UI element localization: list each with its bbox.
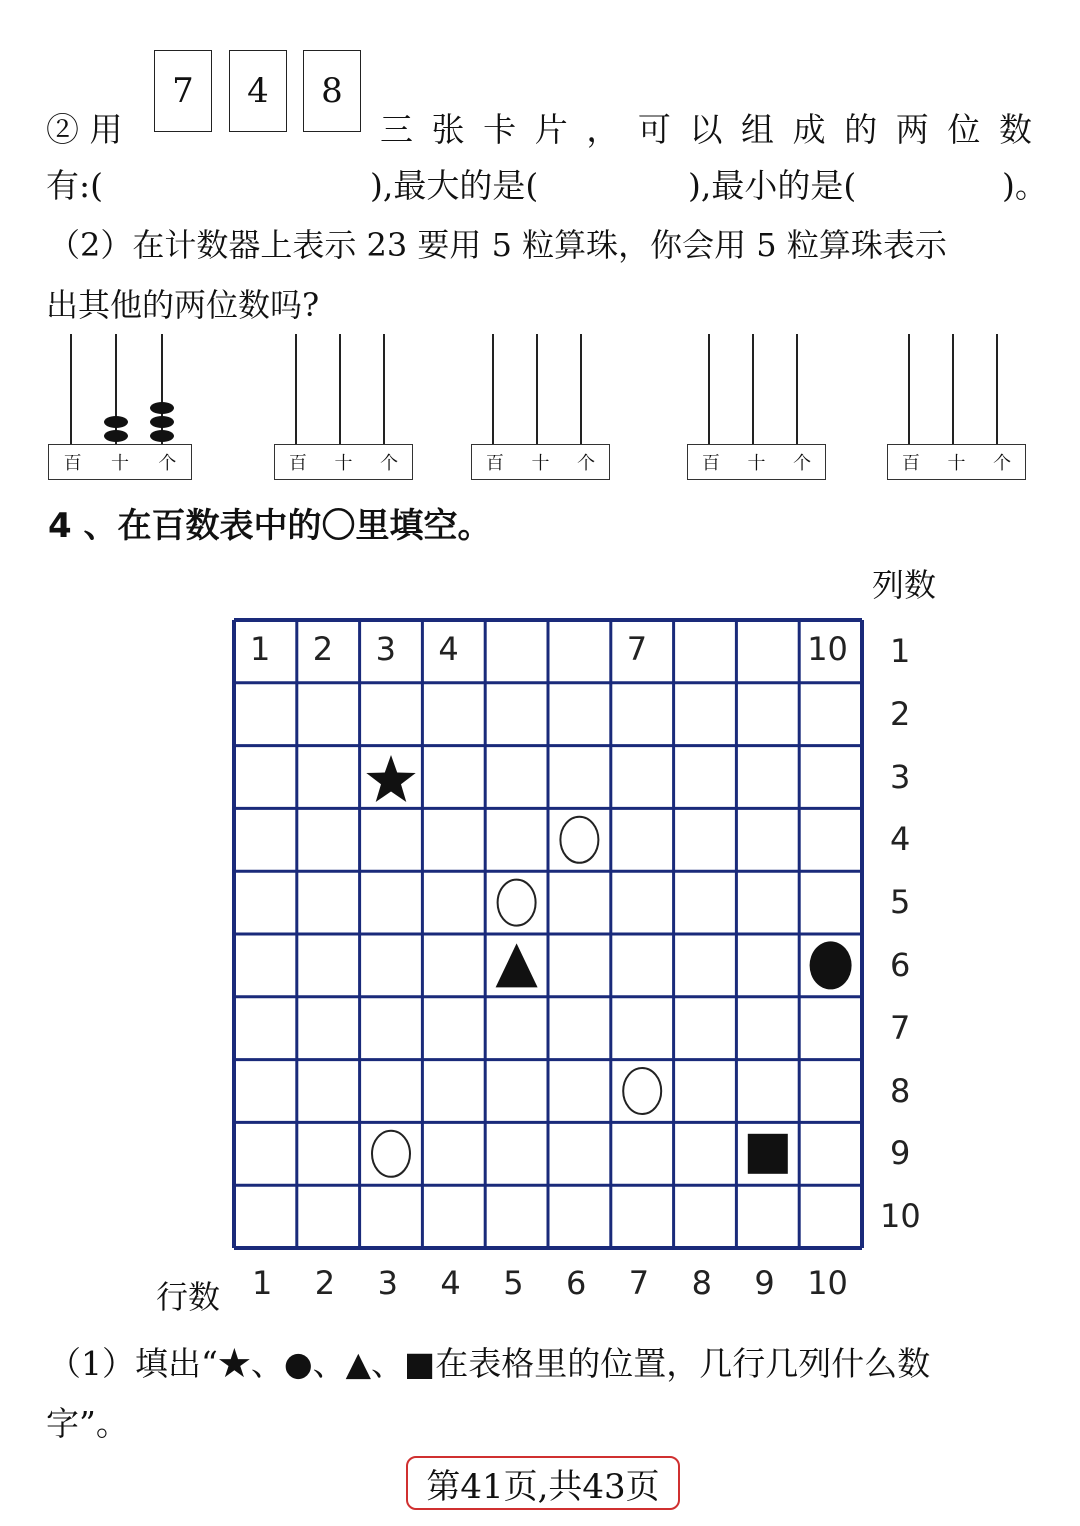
tail-char: 的: [844, 110, 878, 149]
filled-circle-icon: [810, 941, 852, 989]
tail-char: 片: [534, 110, 568, 149]
section-4-title: 4 、在百数表中的〇里填空。: [48, 506, 492, 546]
tail-char: 两: [895, 110, 929, 149]
right-number: 5: [890, 883, 911, 922]
place-label: 个: [577, 453, 596, 474]
q2-prefix: ② 用: [46, 110, 123, 149]
right-number: 3: [890, 757, 911, 796]
tail-char: 数: [998, 110, 1032, 149]
place-label: 十: [531, 453, 550, 474]
page-indicator: 第41页,共43页: [406, 1456, 680, 1510]
chart-cell-number: 4: [438, 630, 459, 668]
place-label: 十: [747, 453, 766, 474]
bottom-number: 9: [754, 1264, 775, 1302]
chart-cell-number: 10: [807, 630, 848, 668]
place-label: 十: [110, 453, 129, 474]
right-number: 1: [890, 632, 911, 670]
bottom-number: 3: [377, 1264, 398, 1302]
card-value: 8: [321, 71, 343, 111]
right-number: 9: [890, 1134, 911, 1173]
place-label: 百: [485, 453, 504, 474]
chart-cell-number: 2: [312, 630, 334, 668]
tail-char: 位: [947, 110, 981, 149]
place-label: 十: [334, 453, 353, 474]
place-label: 百: [288, 453, 307, 474]
row-axis-label: 行数: [156, 1278, 221, 1316]
blank-circle-icon: [498, 880, 536, 926]
q2-line2-c: ),最小的是(: [688, 166, 857, 205]
tail-char: 成: [792, 110, 826, 149]
place-label: 百: [63, 453, 82, 474]
star-icon: [366, 755, 415, 802]
q2-line2-b: ),最大的是(: [370, 166, 539, 205]
right-number: 6: [890, 946, 911, 984]
tail-char: 组: [741, 110, 775, 149]
q4-1-line2: 字”。: [46, 1404, 129, 1443]
right-number: 8: [890, 1071, 911, 1110]
right-number: 4: [890, 820, 911, 859]
tail-char: 以: [689, 110, 723, 149]
place-label: 个: [993, 453, 1012, 474]
tail-char: 张: [431, 110, 465, 149]
blank-circle-icon: [560, 817, 598, 863]
bottom-number: 2: [314, 1264, 336, 1302]
place-label: 个: [793, 453, 812, 474]
chart-cell-number: 7: [626, 630, 648, 668]
tail-char: 卡: [483, 110, 517, 149]
bottom-number: 1: [252, 1264, 273, 1302]
tail-char: 三: [380, 110, 413, 149]
place-label: 个: [158, 453, 177, 474]
right-number: 7: [890, 1008, 911, 1047]
square-icon: [748, 1134, 788, 1174]
card-value: 7: [172, 71, 194, 111]
tail-char: ，: [586, 110, 620, 149]
bottom-number: 10: [807, 1264, 848, 1302]
q2-line2-d: )。: [1002, 166, 1048, 205]
place-label: 十: [947, 453, 966, 474]
q2-2-line2: 出其他的两位数吗?: [46, 286, 320, 324]
q2-2-line1: （2）在计数器上表示 23 要用 5 粒算珠，你会用 5 粒算珠表示: [48, 226, 947, 264]
chart-symbols: [366, 755, 851, 1177]
place-label: 个: [380, 453, 399, 474]
card-value: 4: [247, 71, 269, 111]
q4-1-line1: （1）填出“★、●、▲、■在表格里的位置，几行几列什么数: [48, 1344, 931, 1383]
column-axis-label: 列数: [872, 566, 937, 604]
q2-line2-a: 有:(: [46, 166, 103, 205]
bottom-number: 6: [566, 1264, 587, 1302]
chart-cell-number: 1: [250, 630, 271, 668]
bottom-number: 5: [503, 1264, 524, 1302]
place-label: 百: [701, 453, 720, 474]
blank-circle-icon: [623, 1068, 661, 1114]
bottom-number: 7: [628, 1264, 650, 1302]
right-number: 10: [880, 1197, 921, 1236]
triangle-icon: [496, 943, 538, 987]
bottom-number: 4: [440, 1264, 461, 1302]
place-label: 百: [901, 453, 920, 474]
blank-circle-icon: [372, 1131, 410, 1177]
bottom-number: 8: [691, 1264, 712, 1302]
chart-cell-number: 3: [375, 630, 396, 668]
tail-char: 可: [637, 110, 671, 149]
right-number: 2: [890, 694, 911, 733]
